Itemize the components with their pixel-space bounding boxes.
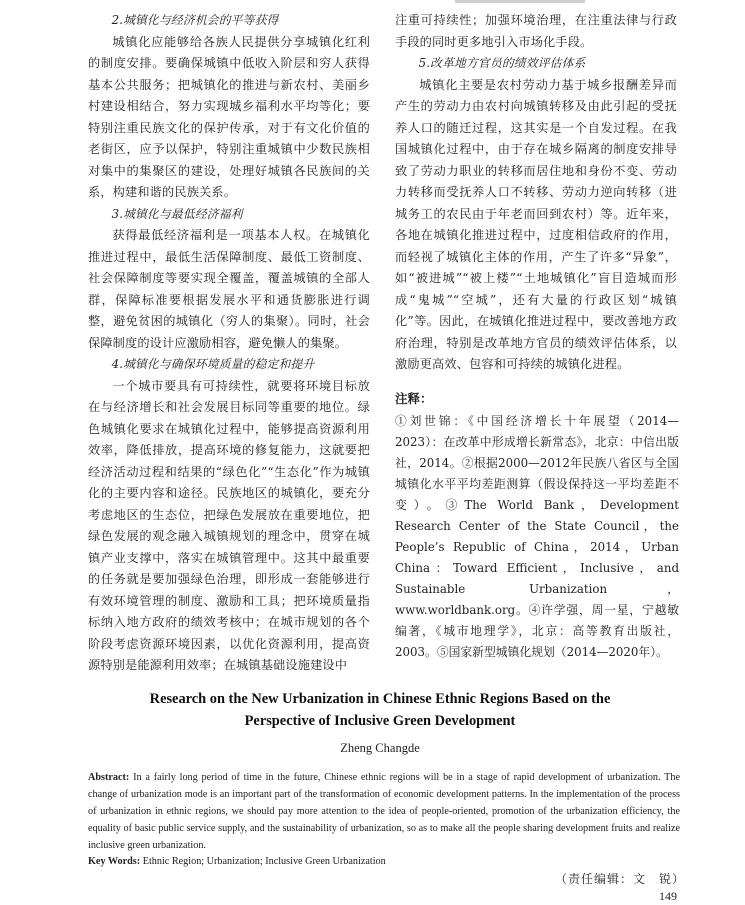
section-2-paragraph: 城镇化应能够给各族人民提供分享城镇化红利的制度安排。要确保城镇中低收入阶层和穷人获得基本公共服务；把城镇化的推进与新农村、美丽乡村建设相结合，努力实现城乡福利水平均等化；要特别注重民族文化的保护传承，对于有文化价值的老街区，应予以保护，特别注重城镇中少数民族相对集中的集聚区的建设，处理好城镇各民族间的关系，构建和谐的民族关系。 [88,34,370,199]
english-title [85,688,675,732]
left-column [88,10,370,677]
section-5-heading: 5.改革地方官员的绩效评估体系 [418,56,586,70]
header-rule [455,0,585,3]
abstract-label: Abstract: [88,772,130,783]
section-4-heading: 4.城镇化与确保环境质量的稳定和提升 [111,357,315,371]
keywords [88,853,680,870]
notes-block [395,388,679,663]
section-2-heading: 2.城镇化与经济机会的平等获得 [111,13,279,27]
abstract-text: In a fairly long period of time in the future, Chinese ethnic regions will be in a stage of rapid development of urbanization. The change of urbanization mode is an important part of the transformation of economic development patterns. In the implementation of the process of urbanization in ethnic regions, we should pay more attention to the idea of people-oriented, promotion of the urbanization efficiency, the equality of basic public service supply, and the sustainability of urbanization, so as to make all the people sharing development fruits and realize inclusive green urbanization. [88,772,680,851]
english-title-line-1: Research on the New Urbanization in Chinese Ethnic Regions Based on the [149,691,611,707]
notes-label: 注释： [395,391,433,406]
notes-text: ①刘世锦：《中国经济增长十年展望（2014—2023）：在改革中形成增长新常态》，北京：中信出版社，2014。②根据2000—2012年民族八省区与全国城镇化水平平均差距测算（假设保持这一平均差距不变）。③The World Bank，Development Research Center of the State Council，the People’s Republic of China，2014，Urban China：Toward Efficient，Inclusive，and Sustainable Urbanization，www.worldbank.org。④许学强，周一星，宁越敏编著，《城市地理学》，北京：高等教育出版社，2003。⑤国家新型城镇化规划（2014—2020年）。 [395,414,679,659]
editor-credit: （责任编辑：文 锐） [555,872,686,886]
section-3-heading: 3.城镇化与最低经济福利 [111,206,243,221]
right-column [395,10,677,376]
keywords-label: Key Words: [88,856,141,867]
english-title-line-2: Perspective of Inclusive Green Development [244,713,516,729]
keywords-text: Ethnic Region; Urbanization; Inclusive Green Urbanization [140,856,386,867]
section-3-paragraph: 获得最低经济福利是一项基本人权。在城镇化推进过程中，最低生活保障制度、最低工资制度、社会保障制度等要实现全覆盖，覆盖城镇的全部人群，保障标准要根据发展水平和通货膨胀进行调整，避免贫困的城镇化（穷人的集聚）。同时，社会保障制度的设计应激励相容，避免懒人的集聚。 [88,228,370,350]
abstract [88,769,680,854]
page-number: 149 [659,889,677,903]
section-4-paragraph: 一个城市要具有可持续性，就要将环境目标放在与经济增长和社会发展目标同等重要的地位。绿色城镇化要求在城镇化过程中，能够提高资源利用效率，降低排放，提高环境的修复能力，这就要把经济活动过程和结果的“绿色化”“生态化”作为城镇化的主要内容和途径。民族地区的城镇化，要充分考虑地区的生态位，把绿色发展放在重要地位，把绿色发展的观念融入城镇规划的理念中，贯穿在城镇产业支撑中，落实在城镇管理中。这其中最重要的任务就是要加强绿色治理，即形成一套能够进行有效环境管理的制度、激励和工具；把环境质量指标纳入地方政府的绩效考核中；在城市规划的各个阶段考虑资源环境因素，以优化资源利用，提高资源特别是能源利用效率；在城镇基础设施建设中 [88,378,370,672]
continued-paragraph: 注重可持续性；加强环境治理，在注重法律与行政手段的同时更多地引入市场化手段。 [395,13,677,49]
section-5-paragraph: 城镇化主要是农村劳动力基于城乡报酬差异而产生的劳动力由农村向城镇转移及由此引起的受抚养人口的随迁过程，这其实是一个自发过程。在我国城镇化过程中，由于存在城乡隔离的制度安排导致了劳动力职业的转移而居住地和身份不变、劳动力转移而受抚养人口不转移、劳动力逆向转移（进城务工的农民由于年老而回到农村）等。近年来，各地在城镇化推进过程中，过度相信政府的作用，而轻视了城镇化主体的作用，产生了许多“异象”，如“被进城”“被上楼”“土地城镇化”盲目造城而形成“鬼城”“空城”，还有大量的行政区划“城镇化”等。因此，在城镇化推进过程中，要改善地方政府治理，特别是改革地方官员的绩效评估体系，以激励更高效、包容和可持续的城镇化进程。 [395,77,677,371]
author-name: Zheng Changde [340,741,420,755]
